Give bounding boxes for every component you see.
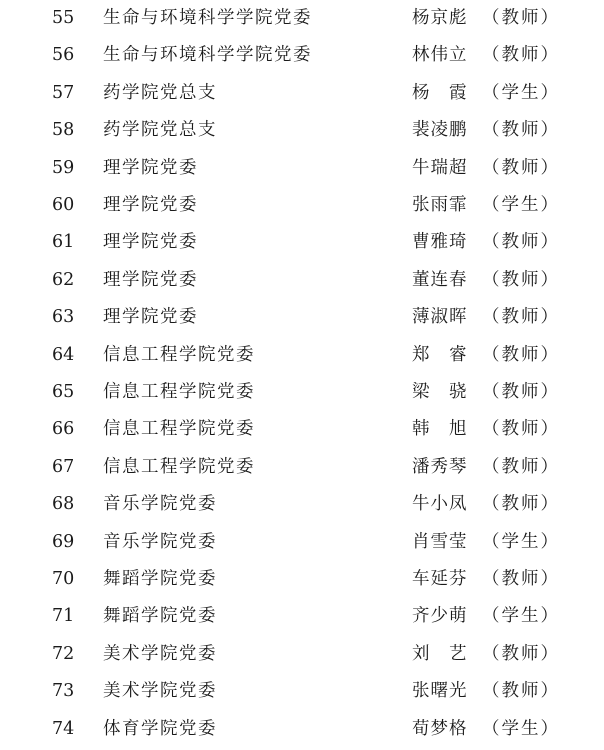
person-name: 韩 旭: [412, 419, 468, 440]
person-entry: [412, 711, 560, 748]
person-role: （教师）: [482, 269, 560, 290]
person-role: （教师）: [482, 681, 560, 702]
person-role: （学生）: [482, 195, 560, 215]
item-number: 72: [52, 643, 75, 664]
list-item: [0, 0, 604, 37]
person-role: （教师）: [482, 419, 560, 440]
item-number: 63: [52, 307, 75, 328]
person-name: 潘秀琴: [412, 456, 468, 477]
person-name: 郑 睿: [412, 344, 468, 365]
list-item: [0, 299, 604, 336]
person-role: （教师）: [482, 569, 560, 589]
organization-name: 舞蹈学院党委: [103, 569, 217, 589]
list-item: [0, 561, 604, 598]
item-number: 74: [52, 718, 75, 739]
person-entry: [412, 0, 560, 37]
person-entry: [412, 561, 560, 598]
list-item: [0, 598, 604, 635]
list-item: [0, 711, 604, 748]
person-name: 刘 艺: [412, 643, 468, 664]
list-item: [0, 524, 604, 561]
person-entry: [412, 449, 560, 486]
organization-name: 理学院党委: [103, 232, 198, 253]
organization-name: 舞蹈学院党委: [103, 606, 217, 627]
item-number: 55: [52, 8, 75, 28]
person-role: （教师）: [482, 382, 560, 402]
list-item: [0, 150, 604, 187]
person-name: 梁 骁: [412, 382, 468, 402]
person-role: （教师）: [482, 643, 560, 664]
person-name: 杨京彪: [412, 8, 468, 28]
person-role: （教师）: [482, 120, 560, 141]
item-number: 67: [52, 456, 75, 477]
list-item: [0, 75, 604, 112]
person-name: 张曙光: [412, 681, 468, 702]
item-number: 59: [52, 157, 75, 178]
organization-name: 美术学院党委: [103, 643, 217, 664]
person-role: （学生）: [482, 718, 560, 739]
organization-name: 理学院党委: [103, 269, 198, 290]
person-entry: [412, 636, 560, 673]
item-number: 61: [52, 232, 75, 253]
item-number: 60: [52, 195, 75, 215]
person-entry: [412, 262, 560, 299]
person-name: 林伟立: [412, 45, 468, 66]
organization-name: 信息工程学院党委: [103, 456, 255, 477]
person-entry: [412, 673, 560, 710]
person-name: 车延芬: [412, 569, 468, 589]
organization-name: 理学院党委: [103, 307, 198, 328]
person-entry: [412, 337, 560, 374]
person-entry: [412, 150, 560, 187]
person-entry: [412, 299, 560, 336]
list-item: [0, 262, 604, 299]
list-item: [0, 636, 604, 673]
person-name: 曹雅琦: [412, 232, 468, 253]
item-number: 56: [52, 45, 75, 66]
person-entry: [412, 524, 560, 561]
person-role: （教师）: [482, 232, 560, 253]
list-item: [0, 224, 604, 261]
organization-name: 生命与环境科学学院党委: [103, 8, 312, 28]
item-number: 73: [52, 681, 75, 702]
list-item: [0, 411, 604, 448]
person-name: 董连春: [412, 269, 468, 290]
list-item: [0, 112, 604, 149]
person-entry: [412, 486, 560, 523]
person-entry: [412, 374, 560, 411]
list-item: [0, 374, 604, 411]
item-number: 57: [52, 82, 75, 103]
list-item: [0, 673, 604, 710]
organization-name: 音乐学院党委: [103, 494, 217, 515]
person-role: （教师）: [482, 494, 560, 515]
item-number: 70: [52, 569, 75, 589]
person-name: 薄淑晖: [412, 307, 468, 328]
item-number: 69: [52, 531, 75, 552]
organization-name: 理学院党委: [103, 195, 198, 215]
person-role: （学生）: [482, 531, 560, 552]
item-number: 65: [52, 382, 75, 402]
person-entry: [412, 75, 560, 112]
organization-name: 药学院党总支: [103, 82, 217, 103]
person-entry: [412, 411, 560, 448]
list-item: [0, 187, 604, 224]
organization-name: 体育学院党委: [103, 718, 217, 739]
item-number: 64: [52, 344, 75, 365]
list-item: [0, 337, 604, 374]
person-name: 齐少萌: [412, 606, 468, 627]
person-name: 肖雪莹: [412, 531, 468, 552]
person-name: 牛瑞超: [412, 157, 468, 178]
list-item: [0, 486, 604, 523]
item-number: 68: [52, 494, 75, 515]
organization-name: 理学院党委: [103, 157, 198, 178]
organization-name: 信息工程学院党委: [103, 344, 255, 365]
person-name: 杨 霞: [412, 82, 468, 103]
person-name: 张雨霏: [412, 195, 468, 215]
item-number: 58: [52, 120, 75, 141]
organization-name: 药学院党总支: [103, 120, 217, 141]
list-item: [0, 37, 604, 74]
person-name: 荀梦格: [412, 718, 468, 739]
person-role: （教师）: [482, 8, 560, 28]
person-entry: [412, 112, 560, 149]
organization-name: 信息工程学院党委: [103, 419, 255, 440]
organization-name: 美术学院党委: [103, 681, 217, 702]
item-number: 66: [52, 419, 75, 440]
organization-name: 信息工程学院党委: [103, 382, 255, 402]
person-name: 裴凌鹏: [412, 120, 468, 141]
person-entry: [412, 598, 560, 635]
person-role: （学生）: [482, 606, 560, 627]
item-number: 62: [52, 269, 75, 290]
organization-name: 音乐学院党委: [103, 531, 217, 552]
person-role: （教师）: [482, 45, 560, 66]
person-role: （教师）: [482, 307, 560, 328]
person-role: （教师）: [482, 157, 560, 178]
person-role: （学生）: [482, 82, 560, 103]
person-entry: [412, 224, 560, 261]
person-role: （教师）: [482, 344, 560, 365]
person-entry: [412, 187, 560, 224]
list-item: [0, 449, 604, 486]
item-number: 71: [52, 606, 75, 627]
person-role: （教师）: [482, 456, 560, 477]
person-name: 牛小凤: [412, 494, 468, 515]
person-entry: [412, 37, 560, 74]
organization-name: 生命与环境科学学院党委: [103, 45, 312, 66]
